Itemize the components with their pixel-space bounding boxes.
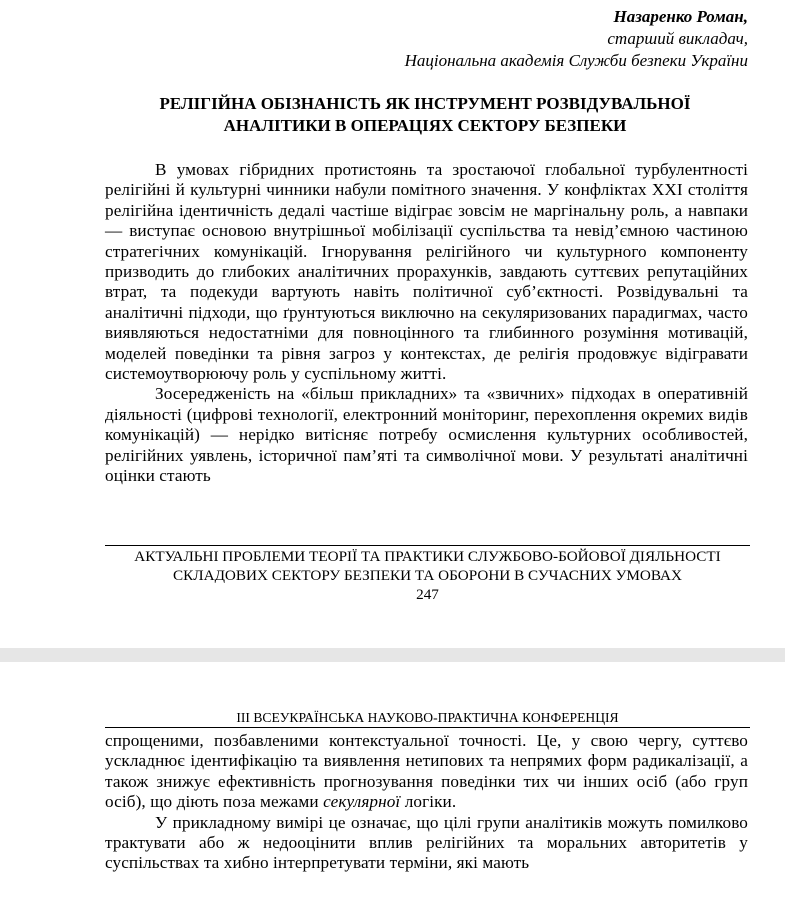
continuation-end: логіки. [400, 792, 457, 812]
title-line-2: АНАЛІТИКИ В ОПЕРАЦІЯХ СЕКТОРУ БЕЗПЕКИ [223, 116, 627, 135]
article-title [105, 93, 745, 137]
page-header: ІІІ ВСЕУКРАЇНСЬКА НАУКОВО-ПРАКТИЧНА КОНФЕРЕНЦІЯ [236, 710, 619, 725]
author-block [405, 6, 748, 72]
author-name: Назаренко Роман, [613, 7, 748, 26]
article-body [105, 160, 748, 487]
article-body-continued [105, 731, 748, 874]
document-page-248 [0, 662, 785, 907]
italic-term: секулярної [323, 792, 401, 812]
page-footer [105, 547, 750, 604]
footer-line-2: СКЛАДОВИХ СЕКТОРУ БЕЗПЕКИ ТА ОБОРОНИ В СУЧАСНИХ УМОВАХ [173, 567, 682, 584]
author-position: старший викладач, [607, 29, 748, 48]
page-separator [0, 648, 785, 662]
page-number: 247 [416, 586, 439, 603]
paragraph-3: У прикладному вимірі це означає, що цілі групи аналітиків можуть помилково трактувати або ж недооцінити вплив релігійних та моральних авторитетів у суспільствах та хибно інтерпретувати терміни, які мають [105, 812, 748, 873]
paragraph-1: В умовах гібридних протистоянь та зростаючої глобальної турбулентності релігійні й культурні чинники набули помітного значення. У конфліктах XXI століття релігійна ідентичність дедалі частіше відіграє зовсім не маргінальну роль, а навпаки — виступає основою внутрішньої мобілізації суспільства та невід’ємною частиною стратегічних комунікацій. Ігнорування релігійного чи культурного компоненту призводить до глибоких аналітичних прорахунків, завдають суттєвих репутаційних втрат, та подекуди вартують навіть політичної суб’єктності. Розвідувальні та аналітичні підходи, що ґрунтуються виключно на секуляризованих парадигмах, часто виявляються недостатніми для повноцінного та глибинного розуміння мотивацій, моделей поведінки та рівня загроз у контекстах, де релігія продовжує відігравати системоутворюючу роль у суспільному житті. [105, 160, 748, 384]
continuation-paragraph [105, 731, 748, 813]
author-affiliation: Національна академія Служби безпеки України [404, 51, 748, 70]
paragraph-2: Зосередженість на «більш прикладних» та «звичних» підходах в оперативній діяльності (цифрові технології, електронний моніторинг, перехоплення окремих видів комунікацій) — нерідко витісняє потребу осмислення культурних особливостей, релігійних уявлень, історичної пам’яті та символічної мови. У результаті аналітичні оцінки стають [105, 384, 748, 486]
footer-line-1: АКТУАЛЬНІ ПРОБЛЕМИ ТЕОРІЇ ТА ПРАКТИКИ СЛУЖБОВО-БОЙОВОЇ ДІЯЛЬНОСТІ [134, 548, 721, 565]
header-divider [105, 727, 750, 728]
continuation-text: спрощеними, позбавленими контекстуальної точності. Це, у свою чергу, суттєво ускладнює ідентифікацію та виявлення нетипових та непрямих форм радикалізації, а також знижує ефективність прогнозування поведінки тих чи інших осіб (або груп осіб), що діють поза межами [105, 731, 748, 812]
footer-divider [105, 545, 750, 546]
title-line-1: РЕЛІГІЙНА ОБІЗНАНІСТЬ ЯК ІНСТРУМЕНТ РОЗВІДУВАЛЬНОЇ [159, 94, 691, 113]
